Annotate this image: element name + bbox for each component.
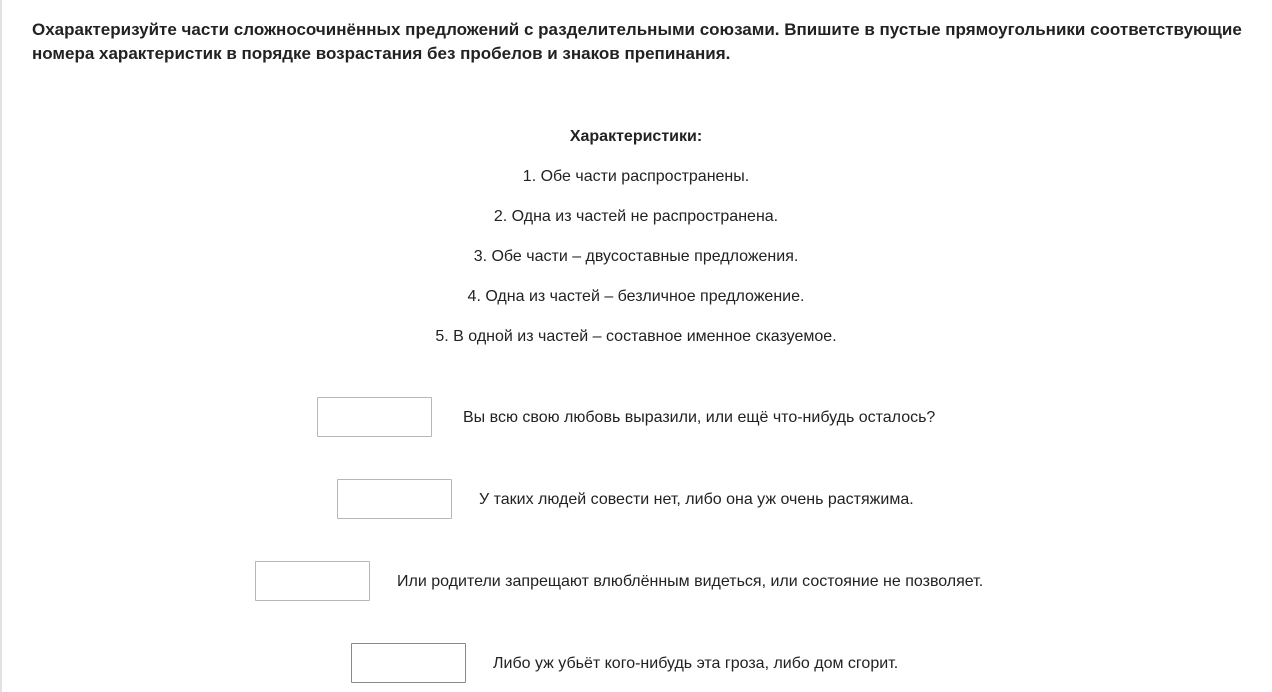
- characteristic-item-4: 4. Одна из частей – безличное предложение.: [467, 288, 805, 305]
- characteristic-item-2: 2. Одна из частей не распространена.: [493, 208, 779, 225]
- sentence-text-3: Или родители запрещают влюблённым видеться, или состояние не позволяет.: [397, 573, 984, 590]
- sentence-row-2: [0, 479, 1272, 521]
- task-instruction: Охарактеризуйте части сложносочинённых предложений с разделительными союзами. Впишите в пустые прямоугольники соответствующие номера характеристик в порядке возрастания без пробелов и знаков препинания.: [32, 20, 1242, 63]
- characteristics-title: Характеристики:: [569, 128, 703, 145]
- sentence-text-1: Вы всю свою любовь выразили, или ещё что-нибудь осталось?: [463, 409, 936, 426]
- characteristic-item-1: 1. Обе части распространены.: [522, 168, 750, 185]
- characteristic-item-3: 3. Обе части – двусоставные предложения.: [473, 248, 799, 265]
- answer-input-2[interactable]: [337, 479, 452, 519]
- answer-input-4[interactable]: [351, 643, 466, 683]
- sentence-text-4: Либо уж убьёт кого-нибудь эта гроза, либо дом сгорит.: [493, 655, 899, 672]
- characteristic-item-5: 5. В одной из частей – составное именное сказуемое.: [435, 328, 837, 345]
- sentence-row-4: [0, 643, 1272, 685]
- answer-input-1[interactable]: [317, 397, 432, 437]
- sentence-row-1: [0, 397, 1272, 439]
- sentence-row-3: [0, 561, 1272, 603]
- sentence-text-2: У таких людей совести нет, либо она уж очень растяжима.: [479, 491, 914, 508]
- answer-input-3[interactable]: [255, 561, 370, 601]
